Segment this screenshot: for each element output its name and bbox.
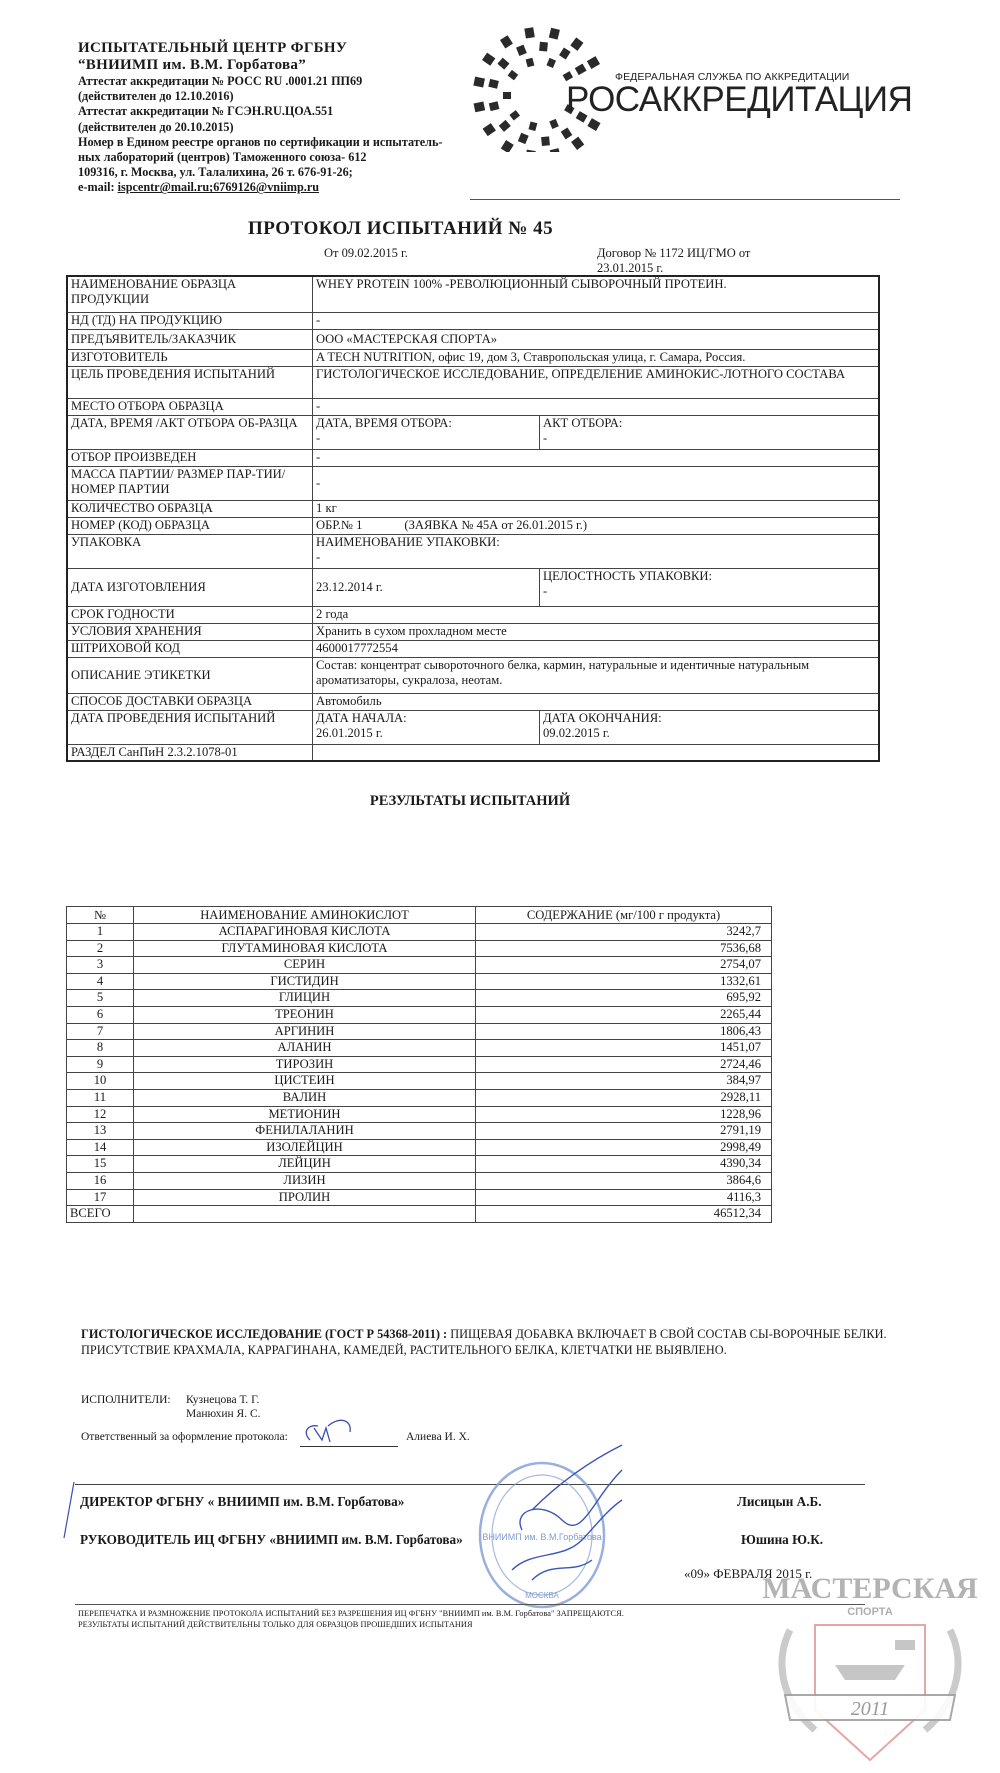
info-value: 2 года [313, 606, 880, 623]
amino-acid-content: 1228,96 [476, 1106, 772, 1123]
info-label: НД (ТД) НА ПРОДУКЦИЮ [67, 312, 313, 329]
amino-acid-name: ФЕНИЛАЛАНИН [134, 1123, 476, 1140]
amino-acid-name: ВАЛИН [134, 1089, 476, 1106]
email-label: e-mail: [78, 180, 118, 195]
info-subcell [540, 710, 880, 744]
row-number: 7 [67, 1023, 134, 1040]
info-label: ИЗГОТОВИТЕЛЬ [67, 349, 313, 366]
total-empty [134, 1206, 476, 1223]
logo-tile [546, 58, 556, 68]
logo-tile [508, 70, 519, 80]
sample-code: ОБР.№ 1 [316, 517, 363, 532]
info-label: СПОСОБ ДОСТАВКИ ОБРАЗЦА [67, 693, 313, 710]
results-row [67, 1189, 772, 1206]
results-row [67, 957, 772, 974]
info-value: - [313, 466, 880, 500]
signatures-divider [75, 1484, 865, 1485]
info-row-sampling [67, 415, 879, 449]
info-subcell [540, 568, 880, 606]
info-row-label-desc [67, 657, 879, 693]
logo-tile [524, 27, 534, 38]
logo-name: РОСАККРЕДИТАЦИЯ [566, 80, 913, 119]
logo-tile [575, 64, 587, 75]
amino-acid-content: 695,92 [476, 990, 772, 1007]
logo-tile [587, 118, 600, 131]
info-value: Автомобиль [313, 693, 880, 710]
executors-label: ИСПОЛНИТЕЛИ: [81, 1394, 171, 1406]
info-value [313, 534, 880, 568]
results-row [67, 1106, 772, 1123]
stamp-text: ВНИИМП им. В.М.Горбатова [482, 1532, 602, 1542]
amino-acid-content: 2928,11 [476, 1089, 772, 1106]
logo-tile [482, 53, 495, 66]
info-label: КОЛИЧЕСТВО ОБРАЗЦА [67, 500, 313, 517]
logo-tile [561, 127, 573, 139]
sample-info-table [66, 275, 880, 762]
info-value: 1 кг [313, 500, 880, 517]
results-row [67, 1123, 772, 1140]
info-subcell [313, 710, 540, 744]
integrity-label: ЦЕЛОСТНОСТЬ УПАКОВКИ: [543, 568, 713, 583]
logo-tile [539, 42, 548, 52]
info-row-place [67, 398, 879, 415]
masterskaya-sporta-watermark-icon [745, 1570, 995, 1770]
row-number: 9 [67, 1056, 134, 1073]
package-name-label: НАИМЕНОВАНИЕ УПАКОВКИ: [316, 534, 500, 549]
row-number: 11 [67, 1089, 134, 1106]
footer-line1: ПЕРЕПЕЧАТКА И РАЗМНОЖЕНИЕ ПРОТОКОЛА ИСПЫТАНИЙ БЕЗ РАЗРЕШЕНИЯ ИЦ ФГБНУ "ВНИИМП им. В.М. Горбатова" ЗАПРЕЩАЮТСЯ. [78, 1609, 624, 1618]
results-body [67, 924, 772, 1206]
amino-acid-name: ИЗОЛЕЙЦИН [134, 1139, 476, 1156]
info-label: ДАТА ИЗГОТОВЛЕНИЯ [67, 568, 313, 606]
logo-tile [509, 110, 520, 120]
director-name: Лисицын А.Б. [737, 1494, 822, 1509]
info-row-sanpin [67, 744, 879, 761]
info-row-package [67, 534, 879, 568]
official-stamp-icon [472, 1440, 632, 1615]
logo-tile [489, 101, 500, 111]
protocol-date: От 09.02.2015 г. [324, 246, 408, 260]
info-label: РАЗДЕЛ СанПиН 2.3.2.1078-01 [67, 744, 313, 761]
issuer-block [78, 40, 498, 196]
row-number: 12 [67, 1106, 134, 1123]
amino-acid-content: 2998,49 [476, 1139, 772, 1156]
total-label: ВСЕГО [67, 1206, 134, 1223]
row-number: 4 [67, 973, 134, 990]
address: 109316, г. Москва, ул. Талалихина, 26 т. 676-91-26; [78, 165, 353, 180]
conclusion-heading: ГИСТОЛОГИЧЕСКОЕ ИССЛЕДОВАНИЕ (ГОСТ Р 54368-2011) : [81, 1327, 448, 1341]
results-header-row [67, 907, 772, 924]
results-row [67, 1006, 772, 1023]
info-value: WHEY PROTEIN 100% -РЕВОЛЮЦИОННЫЙ СЫВОРОЧНЫЙ ПРОТЕИН. [313, 276, 880, 312]
logo-tile [559, 48, 571, 60]
email-line [78, 180, 498, 195]
info-value: A TECH NUTRITION, офис 19, дом 3, Ставропольская улица, г. Самара, Россия. [313, 349, 880, 366]
row-number: 6 [67, 1006, 134, 1023]
amino-acid-name: ТИРОЗИН [134, 1056, 476, 1073]
email-link[interactable]: ispcentr@mail.ru;6769126@vniimp.ru [117, 180, 320, 195]
info-label: ДАТА ПРОВЕДЕНИЯ ИСПЫТАНИЙ [67, 710, 313, 744]
executor-name: Кузнецова Т. Г. [186, 1394, 260, 1406]
info-subcell [313, 415, 540, 449]
registry-line1: Номер в Едином реестре органов по сертификации и испытатель- [78, 134, 443, 149]
director-title: ДИРЕКТОР ФГБНУ « ВНИИМП им. В.М. Горбатова» [80, 1494, 405, 1509]
results-title: РЕЗУЛЬТАТЫ ИСПЫТАНИЙ [369, 793, 571, 809]
info-label: МАССА ПАРТИИ/ РАЗМЕР ПАР-ТИИ/НОМЕР ПАРТИИ [67, 466, 313, 500]
info-row-test-dates [67, 710, 879, 744]
row-number: 2 [67, 940, 134, 957]
contract-info [597, 246, 797, 276]
head-title: РУКОВОДИТЕЛЬ ИЦ ФГБНУ «ВНИИМП им. В.М. Горбатова» [80, 1532, 463, 1547]
logo-tile [549, 28, 560, 40]
info-subcell [540, 415, 880, 449]
logo-tile [518, 133, 529, 144]
amino-acid-name: АЛАНИН [134, 1040, 476, 1057]
info-value: 23.12.2014 г. [313, 568, 540, 606]
amino-acid-content: 4390,34 [476, 1156, 772, 1173]
total-value: 46512,34 [476, 1206, 772, 1223]
info-label: ОТБОР ПРОИЗВЕДЕН [67, 449, 313, 466]
row-number: 3 [67, 957, 134, 974]
info-value: - [313, 312, 880, 329]
amino-acid-content: 1806,43 [476, 1023, 772, 1040]
amino-acid-content: 384,97 [476, 1073, 772, 1090]
info-row-sampled-by [67, 449, 879, 466]
col-header-number: № [67, 907, 134, 924]
info-label: НАИМЕНОВАНИЕ ОБРАЗЦА ПРОДУКЦИИ [67, 276, 313, 312]
logo-tile [541, 136, 550, 146]
signature-icon [300, 1418, 360, 1448]
row-number: 17 [67, 1189, 134, 1206]
info-label: ОПИСАНИЕ ЭТИКЕТКИ [67, 657, 313, 693]
responsible-label: Ответственный за оформление протокола: [81, 1431, 288, 1443]
amino-acid-content: 2265,44 [476, 1006, 772, 1023]
info-label: НОМЕР (КОД) ОБРАЗЦА [67, 517, 313, 534]
conclusion-text: ПИЩЕВАЯ ДОБАВКА ВКЛЮЧАЕТ В СВОЙ СОСТАВ СЫ-ВОРОЧНЫЕ БЕЛКИ. ПРИСУТСТВИЕ КРАХМАЛА, КАРРАГИНАНА, КАМЕДЕЙ, РАСТИТЕЛЬНОГО БЕЛКА, КЛЕТЧАТКИ НЕ ВЫЯВЛЕНО. [81, 1327, 887, 1357]
package-name-value: - [316, 549, 321, 564]
end-label: ДАТА ОКОНЧАНИЯ: [543, 710, 662, 725]
amino-acid-name: ЛЕЙЦИН [134, 1156, 476, 1173]
logo-tile [497, 58, 509, 70]
info-value: - [313, 449, 880, 466]
results-row [67, 924, 772, 941]
amino-acid-results-table [66, 906, 772, 1223]
end-value: 09.02.2015 г. [543, 725, 610, 740]
accreditation-2-validity: (действителен до 20.10.2015) [78, 119, 234, 134]
info-row-manufacturer [67, 349, 879, 366]
logo-tile [516, 45, 527, 56]
info-row-sample-name [67, 276, 879, 312]
info-label: ПРЕДЪЯВИТЕЛЬ/ЗАКАЗЧИК [67, 329, 313, 349]
results-row [67, 940, 772, 957]
results-row [67, 1172, 772, 1189]
org-name-line2: “ВНИИМП им. В.М. Горбатова” [78, 57, 307, 73]
histology-conclusion [81, 1326, 901, 1358]
sample-request: (ЗАЯВКА № 45А от 26.01.2015 г.) [404, 517, 588, 532]
amino-acid-name: ГЛУТАМИНОВАЯ КИСЛОТА [134, 940, 476, 957]
contract-line1: Договор № 1172 ИЦ/ГМО от [597, 246, 751, 260]
logo-tile [483, 123, 496, 136]
logo-tile [525, 150, 535, 152]
watermark-title: МАСТЕРСКАЯ [762, 1572, 978, 1605]
results-row [67, 1156, 772, 1173]
logo-subtitle: ФЕДЕРАЛЬНАЯ СЛУЖБА ПО АККРЕДИТАЦИИ [615, 71, 850, 83]
amino-acid-name: ЛИЗИН [134, 1172, 476, 1189]
logo-tile [549, 119, 559, 129]
amino-acid-name: ГИСТИДИН [134, 973, 476, 990]
info-row-storage [67, 623, 879, 640]
info-row-shelf-life [67, 606, 879, 623]
info-label: ШТРИХОВОЙ КОД [67, 640, 313, 657]
info-value: ГИСТОЛОГИЧЕСКОЕ ИССЛЕДОВАНИЕ, ОПРЕДЕЛЕНИЕ АМИНОКИС-ЛОТНОГО СОСТАВА [313, 366, 880, 398]
responsible-name: Алиева И. Х. [406, 1431, 470, 1443]
results-row [67, 990, 772, 1007]
results-row [67, 1040, 772, 1057]
info-row-nd [67, 312, 879, 329]
logo-tile [503, 92, 511, 99]
info-label: СРОК ГОДНОСТИ [67, 606, 313, 623]
executor-name: Манюхин Я. С. [186, 1408, 261, 1420]
results-row [67, 1056, 772, 1073]
row-number: 14 [67, 1139, 134, 1156]
amino-acid-name: ТРЕОНИН [134, 1006, 476, 1023]
row-number: 10 [67, 1073, 134, 1090]
info-row-mfg-date [67, 568, 879, 606]
amino-acid-content: 4116,3 [476, 1189, 772, 1206]
logo-tile [571, 137, 584, 150]
contract-line2: 23.01.2015 г. [597, 261, 664, 275]
signing-date: «09» ФЕВРАЛЯ 2015 г. [684, 1566, 813, 1581]
results-row [67, 1089, 772, 1106]
row-number: 8 [67, 1040, 134, 1057]
sampling-dt-value: - [316, 430, 321, 445]
org-name-line1: ИСПЫТАТЕЛЬНЫЙ ЦЕНТР ФГБНУ [78, 40, 348, 56]
results-row [67, 973, 772, 990]
info-value: 4600017772554 [313, 640, 880, 657]
results-row [67, 1023, 772, 1040]
row-number: 5 [67, 990, 134, 1007]
info-label: УСЛОВИЯ ХРАНЕНИЯ [67, 623, 313, 640]
info-value [313, 517, 880, 534]
amino-acid-content: 1451,07 [476, 1040, 772, 1057]
logo-tile [499, 120, 511, 132]
logo-tile [550, 148, 561, 152]
head-name: Юшина Ю.К. [741, 1532, 824, 1547]
info-value [313, 744, 880, 761]
info-row-purpose [67, 366, 879, 398]
pen-mark-icon [62, 1480, 76, 1540]
logo-tile [526, 58, 535, 68]
amino-acid-name: СЕРИН [134, 957, 476, 974]
footer-line2: РЕЗУЛЬТАТЫ ИСПЫТАНИЙ ДЕЙСТВИТЕЛЬНЫ ТОЛЬКО ДЛЯ ОБРАЗЦОВ ПРОШЕДШИХ ИСПЫТАНИЯ [78, 1619, 473, 1629]
start-value: 26.01.2015 г. [316, 725, 383, 740]
col-header-name: НАИМЕНОВАНИЕ АМИНОКИСЛОТ [134, 907, 476, 924]
start-label: ДАТА НАЧАЛА: [316, 710, 407, 725]
sampling-dt-label: ДАТА, ВРЕМЯ ОТБОРА: [316, 415, 452, 430]
accreditation-1: Аттестат аккредитации № РОСС RU .0001.21 ПП69 [78, 74, 363, 88]
results-row [67, 1073, 772, 1090]
accreditation-1-validity: (действителен до 12.10.2016) [78, 89, 234, 104]
logo-tile [587, 56, 600, 69]
logo-tile [570, 37, 583, 50]
row-number: 13 [67, 1123, 134, 1140]
amino-acid-content: 2791,19 [476, 1123, 772, 1140]
logo-tile [473, 77, 485, 88]
info-row-customer [67, 329, 879, 349]
sampling-act-value: - [543, 430, 548, 445]
amino-acid-content: 1332,61 [476, 973, 772, 990]
row-number: 15 [67, 1156, 134, 1173]
results-total-row [67, 1206, 772, 1223]
accreditation-2: Аттестат аккредитации № ГСЭН.RU.ЦОА.551 [78, 104, 334, 119]
footer-disclaimer [78, 1609, 624, 1630]
info-row-barcode [67, 640, 879, 657]
info-row-code [67, 517, 879, 534]
logo-tile [488, 79, 499, 89]
logo-tile [474, 101, 486, 112]
info-label: ЦЕЛЬ ПРОВЕДЕНИЯ ИСПЫТАНИЙ [67, 366, 313, 398]
info-row-delivery [67, 693, 879, 710]
row-number: 16 [67, 1172, 134, 1189]
info-row-quantity [67, 500, 879, 517]
amino-acid-content: 2724,46 [476, 1056, 772, 1073]
info-value: - [313, 398, 880, 415]
info-label: ДАТА, ВРЕМЯ /АКТ ОТБОРА ОБ-РАЗЦА [67, 415, 313, 449]
amino-acid-content: 7536,68 [476, 940, 772, 957]
results-row [67, 1139, 772, 1156]
amino-acid-name: ЦИСТЕИН [134, 1073, 476, 1090]
info-value: Состав: концентрат сывороточного белка, кармин, натуральные и идентичные натуральным ароматизаторы, сукралоза, неотам. [313, 657, 880, 693]
protocol-title: ПРОТОКОЛ ИСПЫТАНИЙ № 45 [248, 218, 554, 239]
logo-tile [501, 140, 514, 152]
info-label: МЕСТО ОТБОРА ОБРАЗЦА [67, 398, 313, 415]
logo-tile [528, 121, 537, 131]
header-divider [470, 199, 900, 200]
amino-acid-content: 3242,7 [476, 924, 772, 941]
info-row-batch [67, 466, 879, 500]
row-number: 1 [67, 924, 134, 941]
amino-acid-content: 3864,6 [476, 1172, 772, 1189]
col-header-content: СОДЕРЖАНИЕ (мг/100 г продукта) [476, 907, 772, 924]
watermark-subtitle: СПОРТА [847, 1606, 893, 1618]
amino-acid-name: МЕТИОНИН [134, 1106, 476, 1123]
logo-tile [500, 35, 513, 48]
amino-acid-name: ГЛИЦИН [134, 990, 476, 1007]
info-label: УПАКОВКА [67, 534, 313, 568]
integrity-value: - [543, 583, 548, 598]
amino-acid-content: 2754,07 [476, 957, 772, 974]
amino-acid-name: АРГИНИН [134, 1023, 476, 1040]
sampling-act-label: АКТ ОТБОРА: [543, 415, 623, 430]
amino-acid-name: ПРОЛИН [134, 1189, 476, 1206]
info-value: Хранить в сухом прохладном месте [313, 623, 880, 640]
watermark-year: 2011 [850, 1698, 890, 1720]
registry-line2: ных лабораторий (центров) Таможенного союза- 612 [78, 150, 367, 165]
stamp-city: МОСКВА [525, 1591, 559, 1600]
info-value: ООО «МАСТЕРСКАЯ СПОРТА» [313, 329, 880, 349]
amino-acid-name: АСПАРАГИНОВАЯ КИСЛОТА [134, 924, 476, 941]
signature-line [300, 1446, 398, 1447]
